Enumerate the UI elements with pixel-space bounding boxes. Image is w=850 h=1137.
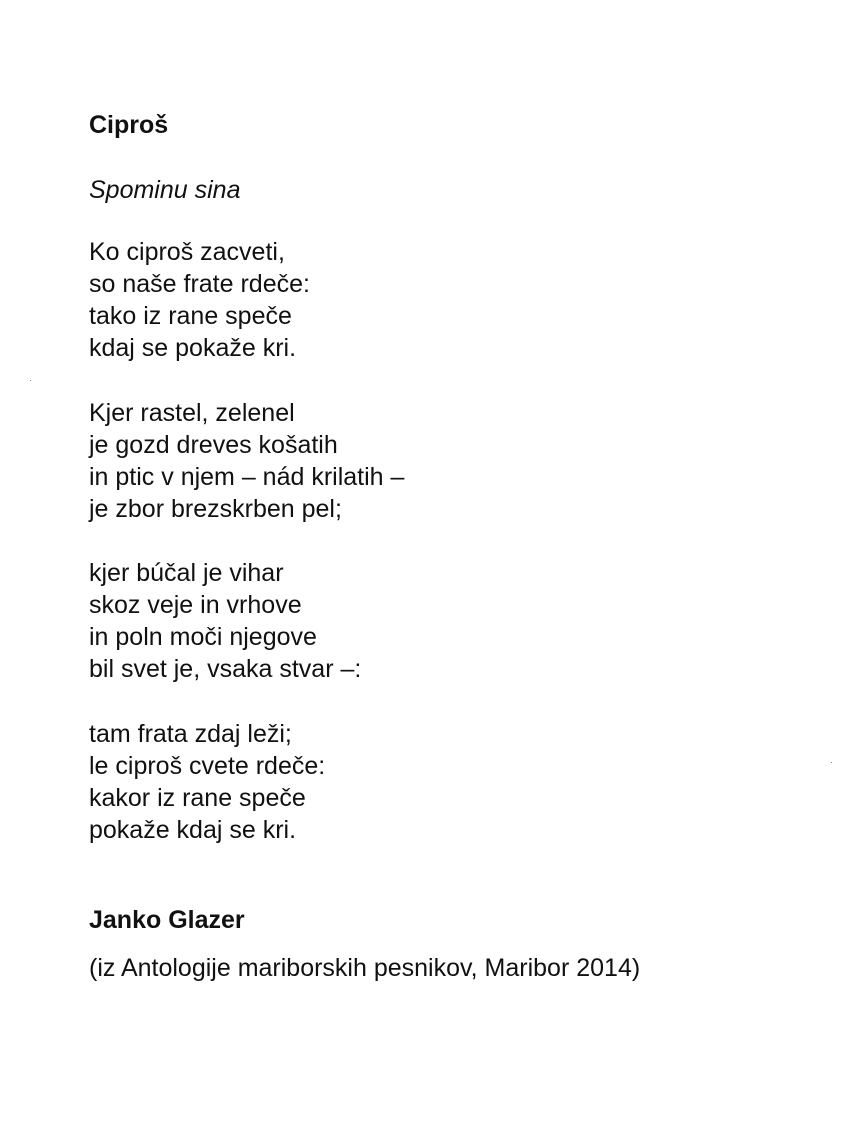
verse-line: kakor iz rane speče [89, 784, 306, 812]
author-name: Janko Glazer [89, 906, 245, 934]
verse-line: in ptic v njem – nád krilatih – [89, 463, 405, 491]
verse-line: Ko ciproš zacveti, [89, 238, 285, 266]
scan-speck [30, 380, 31, 381]
verse-line: skoz veje in vrhove [89, 591, 302, 619]
stanza-4 [89, 718, 325, 846]
verse-line: pokaže kdaj se kri. [89, 816, 297, 844]
poem-dedication: Spominu sina [89, 176, 241, 204]
verse-line: in poln moči njegove [89, 623, 317, 651]
verse-line: kjer búčal je vihar [89, 559, 284, 587]
verse-line: je gozd dreves košatih [89, 431, 338, 459]
stanza-1 [89, 236, 310, 364]
verse-line: kdaj se pokaže kri. [89, 334, 297, 362]
verse-line: tako iz rane speče [89, 302, 292, 330]
verse-line: bil svet je, vsaka stvar –: [89, 655, 362, 683]
verse-line: le ciproš cvete rdeče: [89, 752, 326, 780]
verse-line: so naše frate rdeče: [89, 270, 310, 298]
verse-line: Kjer rastel, zelenel [89, 399, 295, 427]
source-citation: (iz Antologije mariborskih pesnikov, Maribor 2014) [89, 954, 641, 982]
stanza-2 [89, 397, 404, 525]
poem-title: Ciproš [89, 111, 169, 139]
verse-line: je zbor brezskrben pel; [89, 495, 342, 523]
scan-speck [831, 762, 832, 763]
stanza-3 [89, 557, 361, 685]
verse-line: tam frata zdaj leži; [89, 720, 292, 748]
